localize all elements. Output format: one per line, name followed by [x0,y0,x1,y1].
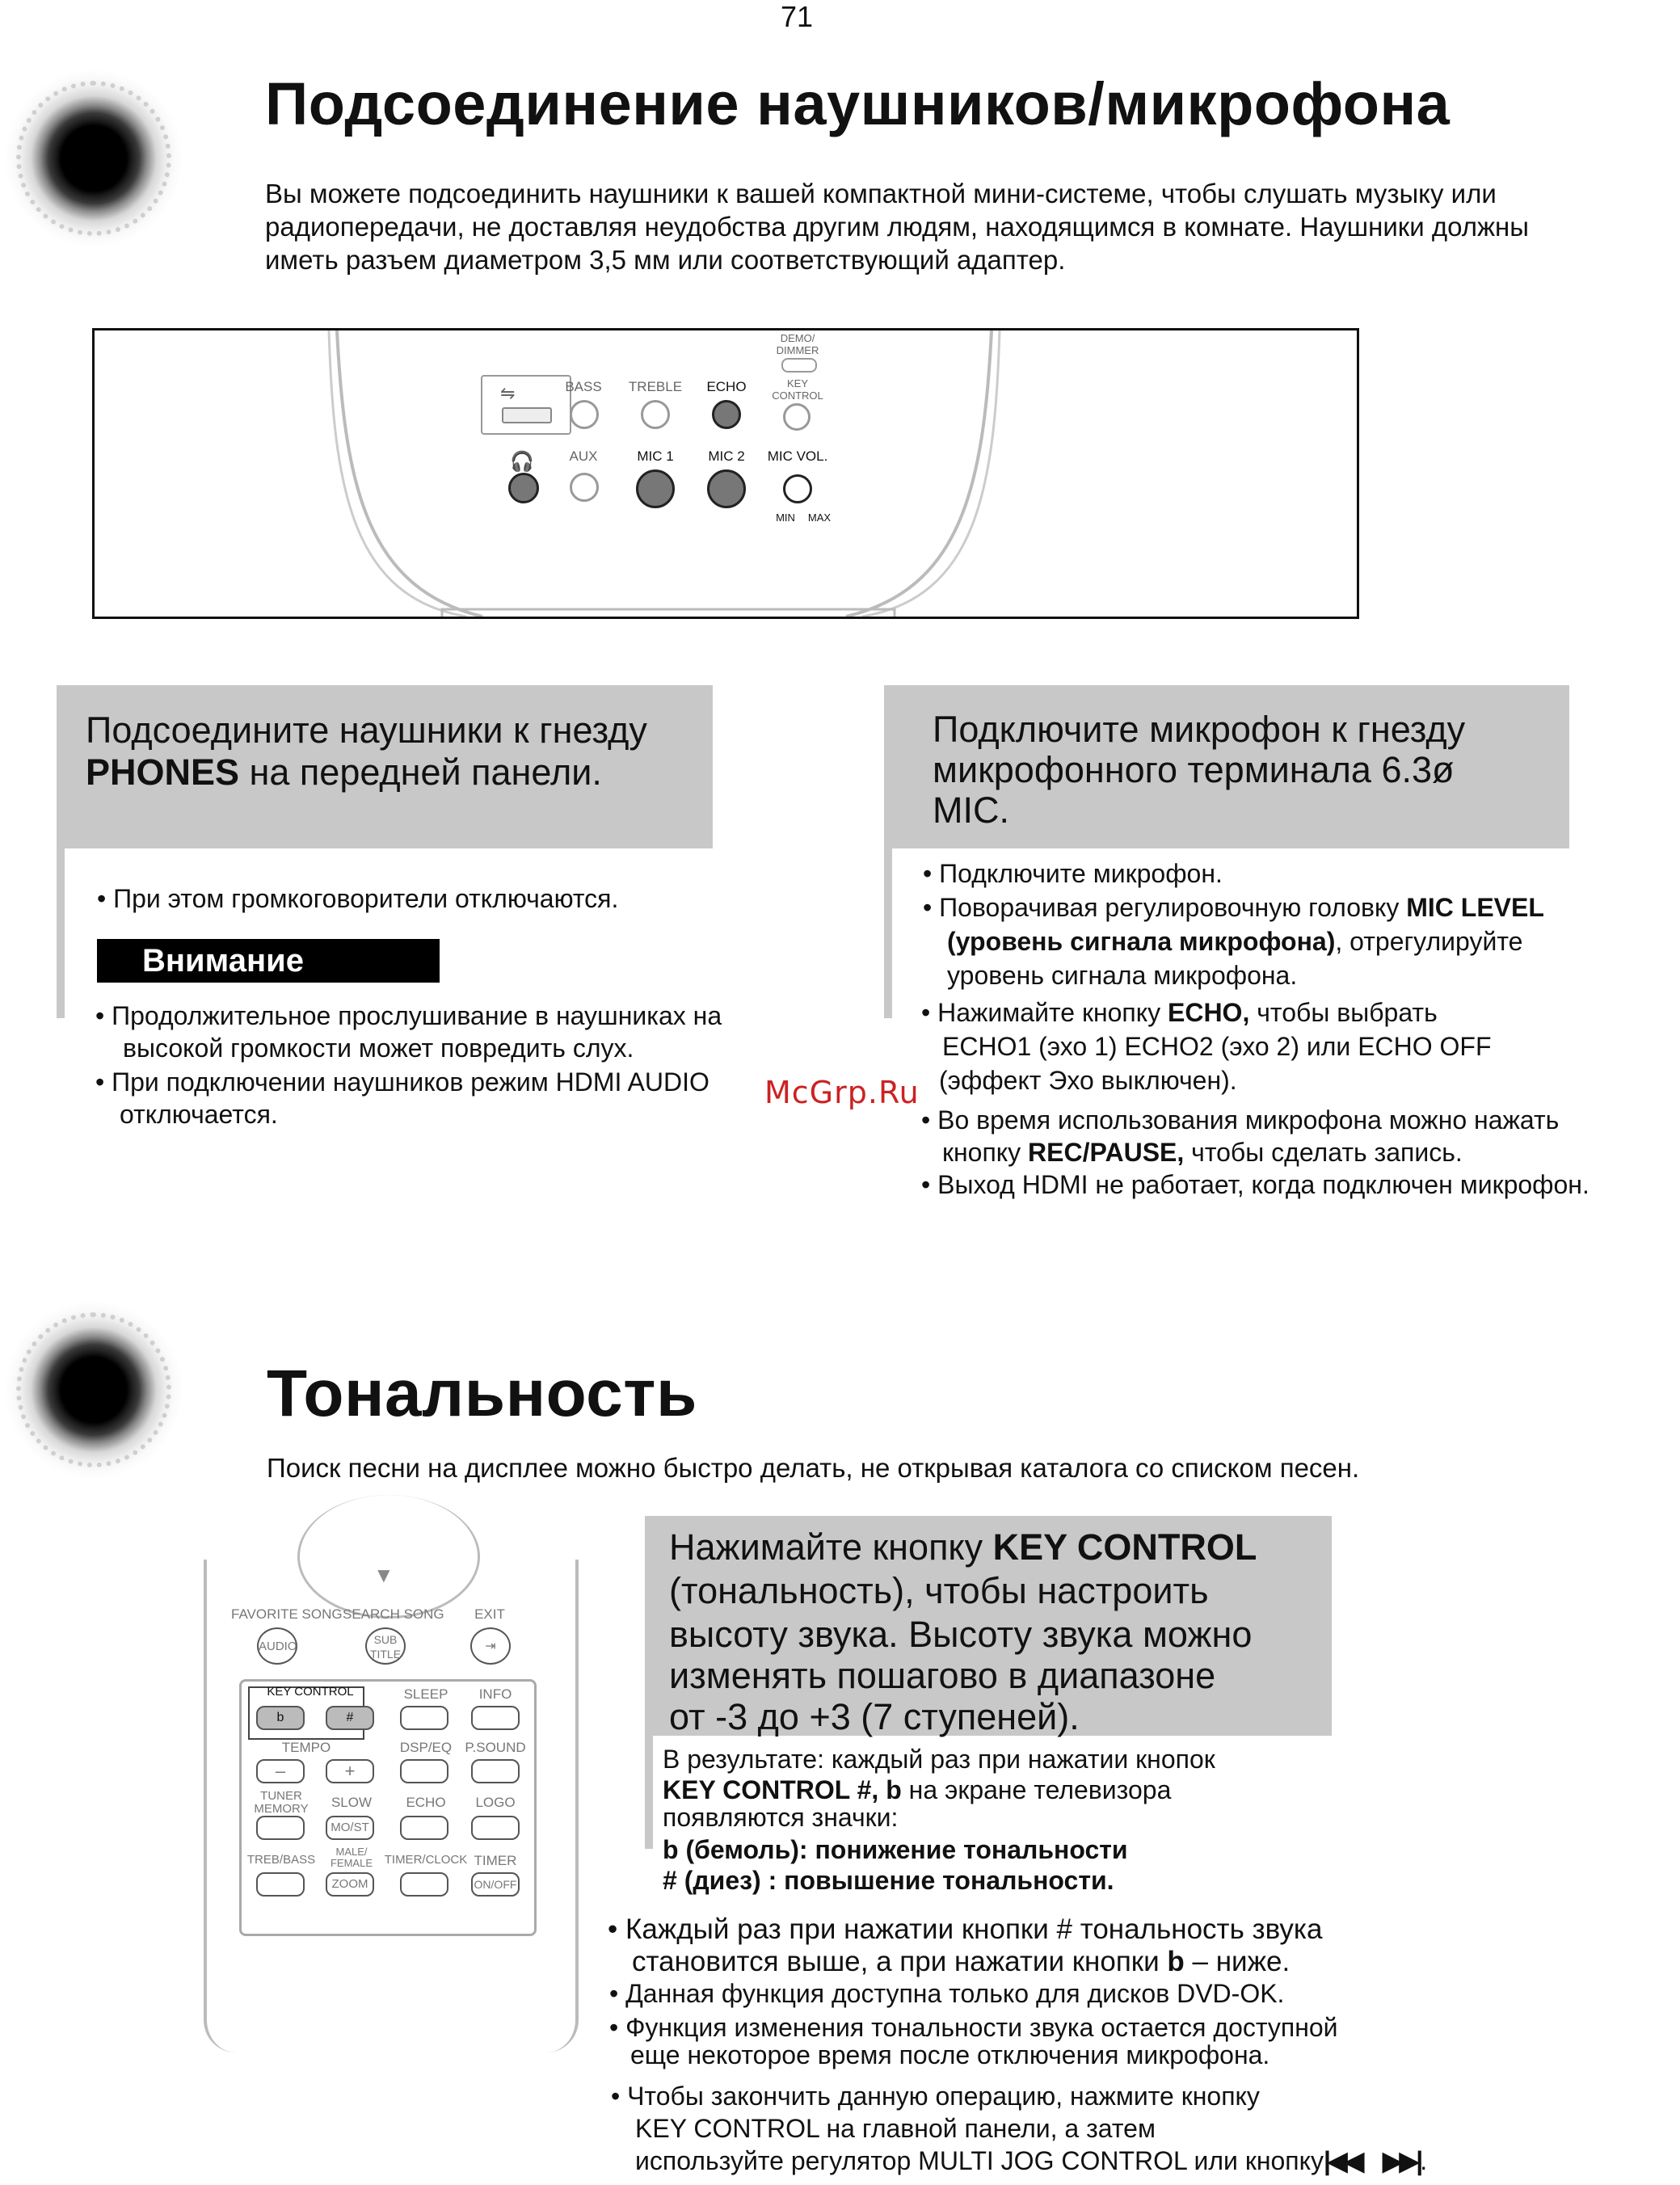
timer-clock-button [400,1872,448,1897]
sleep-label: SLEEP [403,1686,448,1702]
result-line: появляются значки: [663,1803,899,1832]
max-label: MAX [807,512,832,524]
mic2-label: MIC 2 [708,448,745,464]
key-control-label: KEY CONTROL [267,1685,354,1699]
instruction-line [669,1526,1257,1569]
result-line [663,1775,1215,1805]
key-note [611,2145,1427,2177]
record-bullets [921,1104,1589,1201]
echo-bullet: ECHO1 (эхо 1) ECHO2 (эхо 2) или ECHO OFF [942,1032,1492,1061]
skip-next-icon: ▶▶| [1383,2146,1421,2175]
demo-dimmer-button [781,358,817,373]
mic1-label: MIC 1 [637,448,674,464]
tempo-label: TEMPO [281,1740,331,1755]
tuner-text: TUNER [260,1789,302,1803]
result-text: на экране телевизора [901,1775,1172,1804]
key-control-symbols-bold: KEY CONTROL #, b [663,1775,902,1804]
flat-button: b [256,1706,305,1730]
right-side-bar [884,848,892,1018]
headphones-bullet: • При этом громкоговорители отключаются. [97,884,619,913]
usb-icon: ⇋ [500,383,516,403]
echo-bullet [921,996,1492,1029]
mic-vol-knob [783,474,812,503]
key-note: еще некоторое время после отключения микрофона. [630,2040,1270,2069]
speaker-icon [5,1301,183,1479]
key-note: • Функция изменения тональности звука остается доступной [609,2013,1338,2042]
record-bullet-text: чтобы сделать запись. [1184,1138,1463,1167]
sub-text: SUB [373,1633,398,1646]
sharp-description: # (диез) : повышение тональности. [663,1866,1114,1895]
instruction-text: Нажимайте кнопку [669,1526,993,1568]
flat-description: b (бемоль): понижение тональности [663,1835,1128,1864]
front-panel-illustration [92,328,1359,619]
mic-level-bold: MIC LEVEL [1406,893,1544,922]
rec-pause-bold: REC/PAUSE, [1028,1138,1185,1167]
mic-level-desc-bold: (уровень сигнала микрофона) [947,927,1336,956]
headphones-instruction-text [86,709,647,794]
caution-line: высокой громкости может повредить слух. [123,1034,634,1063]
demo-label [765,332,830,356]
mic-bullet-text: • Поворачивая регулировочную головку [923,893,1407,922]
bass-label: BASS [565,379,602,394]
mic-bullet: уровень сигнала микрофона. [947,961,1298,990]
echo-bullet-text: чтобы выбрать [1249,998,1438,1027]
instruction-line: от -3 до +3 (7 ступеней). [669,1696,1080,1737]
instruction-line [86,751,647,794]
tempo-plus-button: + [326,1759,374,1783]
result-line: В результате: каждый раз при нажатии кнопок [663,1745,1215,1774]
instruction-line: микрофонного терминала 6.3ø [933,749,1455,790]
min-label: MIN [776,512,795,524]
tuner-memory-label [245,1790,318,1816]
dimmer-text: DIMMER [776,344,819,356]
caution-label: Внимание [142,943,304,979]
audio-button: AUDIO [257,1627,297,1665]
intro-line: иметь разъем диаметром 3,5 мм или соответствующий адаптер. [265,245,1066,275]
tempo-minus-button: – [256,1759,305,1783]
echo-bullets [921,996,1492,1097]
section-title-headphones: Подсоединение наушников/микрофона [265,70,1451,137]
instruction-line: изменять пошагово в диапазоне [669,1655,1216,1696]
hdmi-bullet: • Выход HDMI не работает, когда подключен микрофон. [921,1170,1589,1199]
mic1-jack [636,469,675,508]
caution-banner [97,939,440,983]
echo-bold: ECHO, [1167,998,1250,1027]
male-female-label [319,1846,384,1869]
echo-bullet-text: • Нажимайте кнопку [921,998,1168,1027]
key-note: KEY CONTROL на главной панели, а затем [635,2114,1156,2143]
treb-bass-button [256,1872,305,1897]
sleep-button [400,1706,448,1730]
info-button [471,1706,520,1730]
sharp-button: # [326,1706,374,1730]
mic-bullet [923,890,1544,924]
key-control-instruction-box [645,1516,1332,1736]
record-bullet: • Во время использования микрофона можно нажать [921,1105,1560,1135]
instruction-line: MIC. [933,789,1009,831]
key-bullets [608,1913,1322,1978]
psound-label: P.SOUND [465,1740,526,1755]
result-block [663,1744,1215,1896]
key-bullet-text: становится выше, а при нажатии кнопки [632,1946,1168,1977]
memory-text: MEMORY [254,1802,309,1816]
tuner-memory-button [256,1816,305,1840]
favorite-label: FAVORITE SONG [231,1606,343,1622]
intro-line: радиопередачи, не доставляя неудобства другим людям, находящимся в комнате. Наушники должны [265,212,1529,242]
speaker-icon [5,69,183,247]
aux-jack [570,473,599,502]
aux-label: AUX [569,448,598,464]
key-control-instruction-text [669,1526,1257,1739]
instruction-rest: на передней панели. [239,751,602,793]
logo-button [471,1816,520,1840]
echo-knob [712,400,741,429]
psound-button [471,1759,520,1783]
key-note-text: используйте регулятор MULTI JOG CONTROL или кнопку [635,2146,1324,2175]
treb-bass-label: TREB/BASS [246,1853,316,1867]
slow-label: SLOW [331,1795,373,1810]
phones-bold: PHONES [86,751,240,793]
zoom-button: ZOOM [326,1872,374,1897]
search-label: SEARCH SONG [343,1606,444,1622]
caution-line: • Продолжительное прослушивание в наушниках на [95,1001,722,1030]
female-text: FEMALE [330,1857,373,1869]
remote-key-grid [239,1679,537,1936]
watermark: McGrp.Ru [764,1075,920,1110]
caution-line: отключается. [120,1100,278,1129]
headphones-icon: 🎧 [510,451,534,473]
sentence-end: . [1420,2146,1428,2175]
key-note: • Чтобы закончить данную операцию, нажмите кнопку [611,2082,1260,2111]
section-title-key: Тональность [267,1357,697,1430]
male-text: MALE/ [335,1846,368,1858]
key-notes [609,1980,1338,2069]
phones-jack [508,473,539,503]
section-intro-headphones [265,177,1529,276]
control-text: CONTROL [772,389,823,402]
key-control-bold: KEY CONTROL [992,1526,1257,1568]
on-off-button: ON/OFF [471,1872,520,1897]
mic-bullet [923,924,1544,958]
echo-button [400,1816,448,1840]
dsp-button [400,1759,448,1783]
key-control-label [765,377,830,402]
echo-bullet: (эффект Эхо выключен). [939,1066,1237,1095]
record-bullet-text: кнопку [942,1138,1029,1167]
skip-prev-icon: |◀◀ [1323,2146,1362,2175]
info-label: INFO [478,1686,512,1702]
key-side-bar [645,1736,653,1849]
microphone-bullets [923,857,1544,992]
mic-bullet-text: , отрегулируйте [1335,927,1523,956]
key-bullet: • Каждый раз при нажатии кнопки # тональность звука [608,1913,1323,1945]
instruction-line: высоту звука. Высоту звука можно [669,1614,1253,1655]
title-text: TITLE [369,1648,402,1661]
dsp-label: DSP/EQ [399,1740,453,1755]
key-note: • Данная функция доступна только для дисков DVD-OK. [609,1979,1285,2008]
exit-label: EXIT [474,1606,505,1622]
remote-control-illustration [204,1560,579,2052]
headphones-instruction-box [57,685,713,848]
intro-line: Вы можете подсоединить наушники к вашей компактной мини-системе, чтобы слушать музыку или [265,179,1497,208]
mo-st-button: MO/ST [326,1816,374,1840]
caution-list [95,1000,722,1130]
instruction-line: Подсоедините наушники к гнезду [86,709,647,751]
mic2-jack [707,469,746,508]
subtitle-button [365,1627,406,1665]
caution-line: • При подключении наушников режим HDMI AUDIO [95,1067,709,1097]
mic-vol-label: MIC VOL. [767,448,828,464]
bass-knob [570,400,599,429]
instruction-line: (тональность), чтобы настроить [669,1570,1209,1611]
treble-knob [641,400,670,429]
microphone-instruction-box [884,685,1569,848]
logo-label: LOGO [475,1795,516,1810]
key-control-knob [783,403,811,431]
exit-button: ⇥ [470,1627,511,1665]
key-bullet-text: – ниже. [1184,1946,1291,1977]
instruction-line: Подключите микрофон к гнезду [933,709,1466,750]
down-arrow-icon: ▼ [373,1563,394,1587]
key-bullet [608,1946,1322,1978]
page-number: 71 [780,0,814,33]
microphone-instruction-text [933,709,1465,831]
record-bullet [921,1136,1589,1168]
remote-dpad [297,1495,480,1619]
flat-bold: b [1167,1946,1185,1977]
timer-clock-label: TIMER/CLOCK [384,1853,468,1867]
key-text: KEY [786,377,808,389]
key-finish-note [611,2080,1427,2177]
timer-label: TIMER [474,1853,517,1868]
mic-bullet: • Подключите микрофон. [923,859,1223,888]
echo-label: ECHO [706,379,747,394]
section-intro-key: Поиск песни на дисплее можно быстро делать, не открывая каталога со списком песен. [267,1453,1360,1483]
treble-label: TREBLE [628,379,683,394]
echo-label: ECHO [406,1795,446,1810]
usb-slot [502,407,552,423]
left-side-bar [57,848,65,1018]
demo-text: DEMO/ [780,332,815,344]
